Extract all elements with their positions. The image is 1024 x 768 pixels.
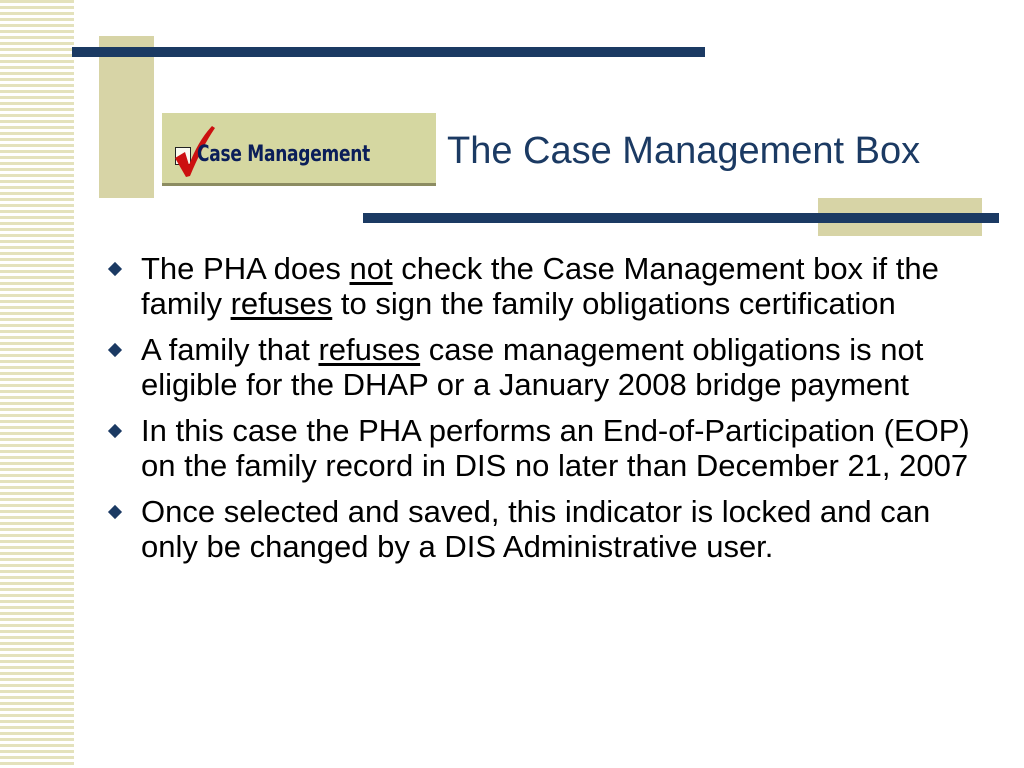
bullet-item xyxy=(101,251,981,321)
bullet-text-segment: A family that xyxy=(141,332,319,367)
decorative-block-left xyxy=(99,36,154,198)
top-rule xyxy=(72,47,705,57)
case-management-screenshot xyxy=(162,113,436,186)
left-stripe-pattern xyxy=(0,0,74,768)
bullet-text-segment: case management obligations is not eligible for the DHAP or a January 2008 bridge payment xyxy=(141,332,924,402)
bullet-text-segment: The PHA does xyxy=(141,251,350,286)
bullet-item xyxy=(101,494,981,564)
underlined-word: refuses xyxy=(230,286,333,321)
diamond-bullet-icon xyxy=(108,343,122,357)
case-management-label: Case Management xyxy=(197,142,371,167)
bottom-rule xyxy=(363,213,999,223)
bullet-text-segment: check the Case Management box if the family xyxy=(141,251,939,321)
bullet-list xyxy=(101,251,981,575)
bullet-item xyxy=(101,332,981,402)
diamond-bullet-icon xyxy=(108,505,122,519)
bullet-text xyxy=(141,251,939,321)
diamond-bullet-icon xyxy=(108,424,122,438)
bullet-text-segment: to sign the family obligations certification xyxy=(332,286,896,321)
slide-title: The Case Management Box xyxy=(447,130,921,172)
underlined-word: not xyxy=(349,251,393,286)
diamond-bullet-icon xyxy=(108,262,122,276)
bullet-item xyxy=(101,413,981,483)
bullet-text: Once selected and saved, this indicator is locked and can only be changed by a DIS Administrative user. xyxy=(141,494,931,564)
underlined-word: refuses xyxy=(318,332,421,367)
bullet-text xyxy=(141,332,923,402)
bullet-text: In this case the PHA performs an End-of-Participation (EOP) on the family record in DIS no later than December 21, 2007 xyxy=(141,413,970,483)
